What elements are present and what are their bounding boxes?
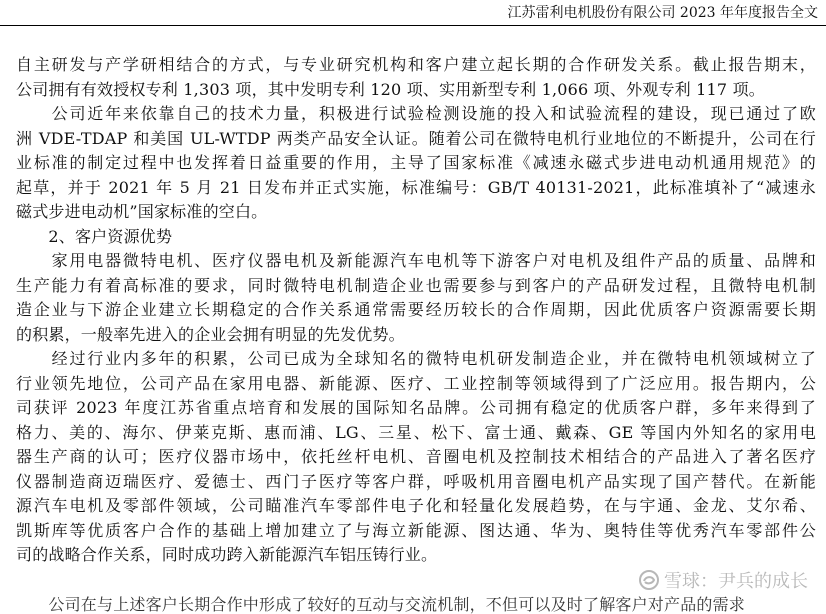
header-rule: [0, 25, 826, 26]
paragraph-line: 经过行业内多年的积累，公司已成为全球知名的微特电机研发制造企业，并在微特电机领域树立了: [16, 349, 816, 368]
paragraph-line: 凯斯库等优质客户合作的基础上增加建立了与海立新能源、图达通、华为、奥特佳等优秀汽车零部件公: [16, 520, 816, 540]
paragraph-line: 造企业与下游企业建立长期稳定的合作关系通常需要经历较长的合作周期，因此优质客户资源需要长期: [16, 300, 816, 319]
paragraph-line: 司的战略合作关系，同时成功跨入新能源汽车铝压铸行业。: [16, 545, 438, 564]
paragraph-line: 格力、美的、海尔、伊莱克斯、惠而浦、LG、三星、松下、富士通、戴森、GE 等国内外知名的家用电: [16, 422, 816, 442]
paragraph-line: 公司在与上述客户长期合作中形成了较好的互动与交流机制，不但可以及时了解客户对产品的需求: [16, 595, 746, 614]
report-body: [16, 53, 816, 568]
paragraph-line: 洲 VDE-TDAP 和美国 UL-WTDP 两类产品安全认证。随着公司在微特电机行业地位的不断提升，公司在行: [16, 128, 816, 148]
paragraph-line: 司获评 2023 年度江苏省重点培育和发展的国际知名品牌。公司拥有稳定的优质客户群，多年来得到了: [16, 398, 816, 417]
snowball-logo-icon: [638, 569, 660, 591]
section-heading: 2、客户资源优势: [16, 226, 173, 246]
paragraph-line: 的积累，一般率先进入的企业会拥有明显的先发优势。: [16, 324, 405, 344]
paragraph-line: 生产能力有着高标准的要求，同时微特电机制造企业也需要参与到客户的产品研发过程，且微特电机制: [16, 275, 816, 295]
cut-off-line: [16, 595, 796, 614]
paragraph-line: 公司近年来依靠自己的技术力量，积极进行试验检测设施的投入和试验流程的建设，现已通过了欧: [16, 104, 816, 123]
watermark: [638, 567, 808, 593]
paragraph-line: 磁式步进电动机”国家标准的空白。: [16, 202, 268, 221]
paragraph-line: 器生产商的认可；医疗仪器市场中，依托丝杆电机、音圈电机及控制技术相结合的产品进入了著名医疗: [16, 447, 816, 466]
header-title: 江苏雷利电机股份有限公司 2023 年年度报告全文: [507, 5, 818, 21]
paragraph-line: 自主研发与产学研相结合的方式，与专业研究机构和客户建立起长期的合作研发关系。截止报告期末，: [16, 55, 816, 74]
paragraph-line: 行业领先地位，公司产品在家用电器、新能源、医疗、工业控制等领域得到了广泛应用。报告期内，公: [16, 373, 816, 393]
paragraph-line: 业标准的制定过程中也发挥着日益重要的作用，主导了国家标准《减速永磁式步进电动机通用规范》的: [16, 153, 816, 172]
paragraph-line: 仪器制造商迈瑞医疗、爱德士、西门子医疗等客户群，呼吸机用音圈电机产品实现了国产替代。在新能: [16, 471, 816, 491]
watermark-text: 雪球：尹兵的成长: [664, 571, 808, 592]
paragraph-line: 家用电器微特电机、医疗仪器电机及新能源汽车电机等下游客户对电机及组件产品的质量、品牌和: [16, 251, 816, 270]
paragraph-line: 源汽车电机及零部件领域，公司瞄准汽车零部件电子化和轻量化发展趋势，在与宇通、金龙、艾尔希、: [16, 496, 816, 515]
paragraph-line: 起草，并于 2021 年 5 月 21 日发布并正式实施，标准编号：GB/T 40131-2021，此标准填补了“减速永: [16, 177, 816, 197]
page-header: [0, 0, 826, 26]
paragraph-line: 公司拥有有效授权专利 1,303 项，其中发明专利 120 项、实用新型专利 1,066 项、外观专利 117 项。: [16, 79, 765, 99]
